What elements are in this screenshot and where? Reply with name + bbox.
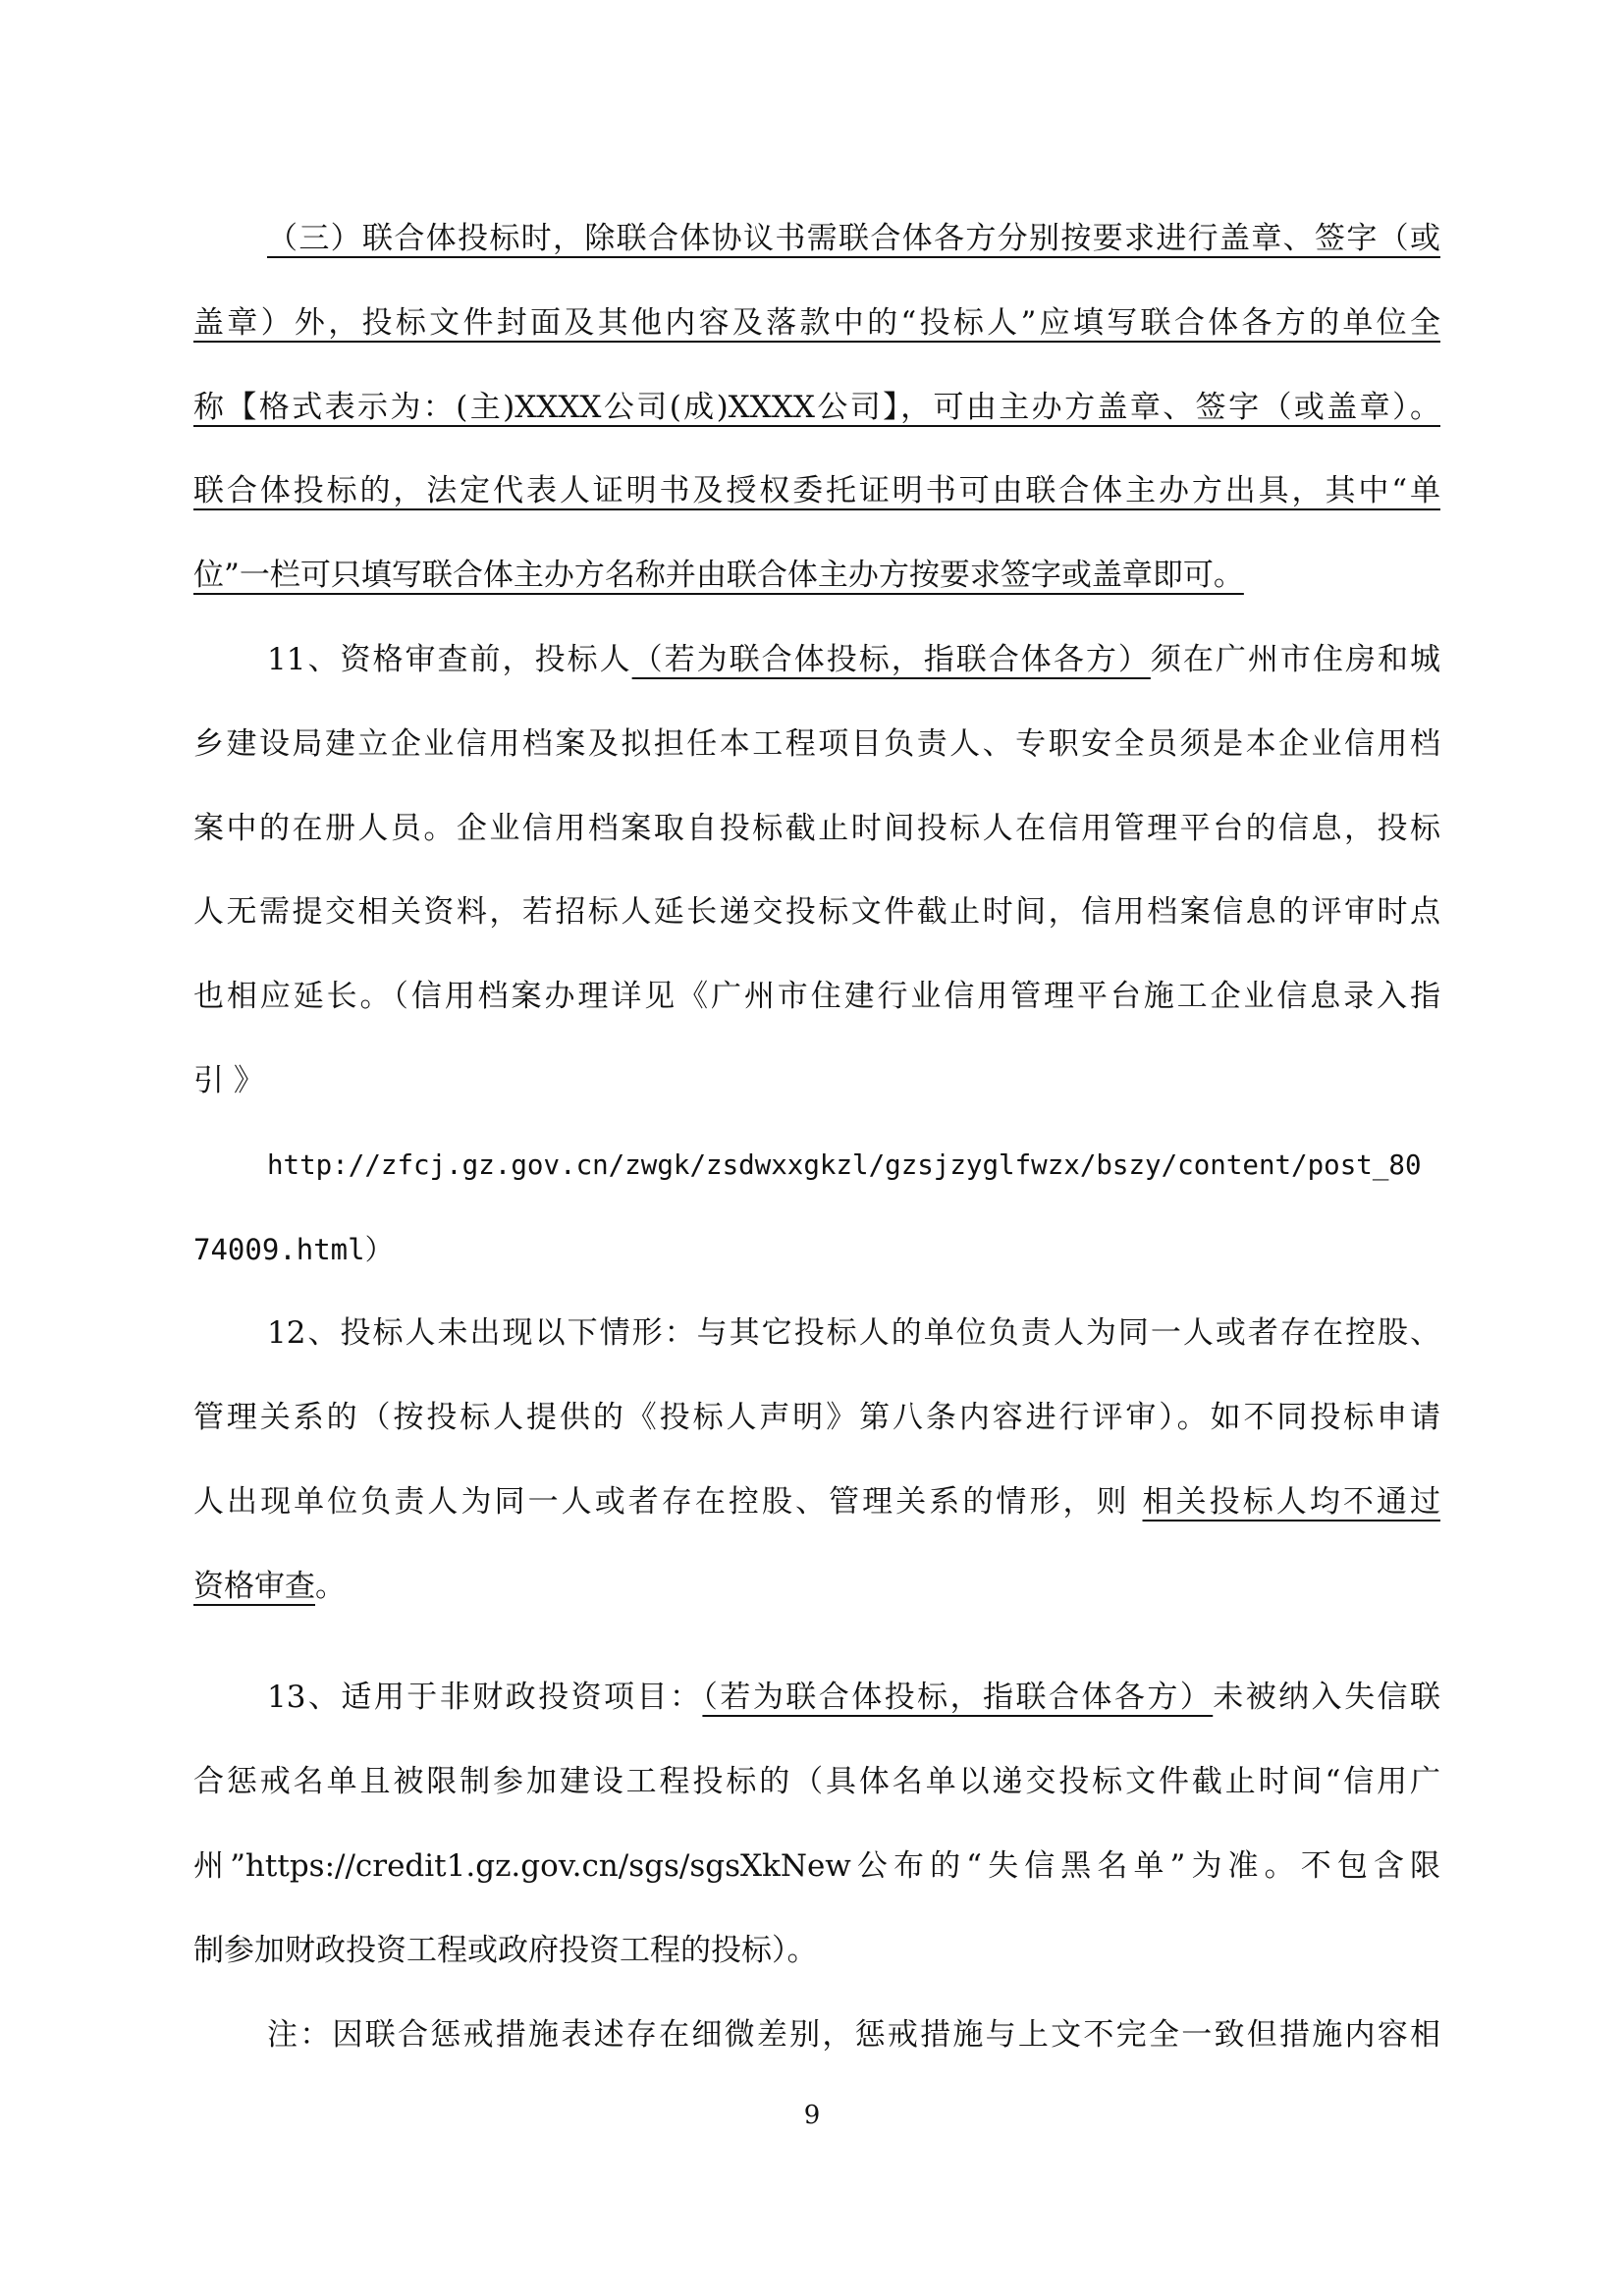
item-11-line-6 (193, 1061, 1440, 1100)
item-12-text: 。 (315, 1569, 346, 1604)
item-13-text: 13、适用于非财政投资项目： (267, 1680, 703, 1715)
credit-guide-url: http://zfcj.gz.gov.cn/zwgk/zsdwxxgkzl/gzsjzyglfwzx/bszy/content/post_80 (267, 1149, 1422, 1181)
item-13-underlined-text: （若为联合体投标，指联合体各方） (702, 1680, 1214, 1715)
item-11-text: 案中的在册人员。企业信用档案取自投标截止时间投标人在信用管理平台的信息，投标 (193, 811, 1440, 846)
item-12-text: 管理关系的（按投标人提供的《投标人声明》第八条内容进行评审）。如不同投标申请 (193, 1400, 1440, 1435)
item-12-underlined-text: 资格审查 (193, 1569, 315, 1604)
page-number: 9 (803, 2101, 821, 2130)
item-13-text: 州”https://credit1.gz.gov.cn/sgs/sgsXkNew公布的“失信黑名单”为准。不包含限 (193, 1848, 1440, 1884)
item-13-line-3 (193, 1846, 1440, 1886)
item-12-line-2 (193, 1398, 1440, 1437)
clause-3-line-5 (193, 556, 1440, 595)
clause-3-text: 位”一栏可只填写联合体主办方名称并由联合体主办方按要求签字或盖章即可。 (193, 558, 1244, 593)
item-11-line-3 (193, 809, 1440, 848)
note-text: 注：因联合惩戒措施表述存在细微差别，惩戒措施与上文不完全一致但措施内容相 (267, 2017, 1440, 2053)
item-11-text: 须在广州市住房和城 (1150, 642, 1440, 677)
clause-3-line-4 (193, 471, 1440, 510)
item-11-line-4 (193, 892, 1440, 932)
item-13-text: 合惩戒名单且被限制参加建设工程投标的（具体名单以递交投标文件截止时间“信用广 (193, 1764, 1440, 1799)
item-13-text: 未被纳入失信联 (1213, 1680, 1441, 1715)
item-12-line-4 (193, 1567, 1440, 1606)
item-11-line-1 (267, 640, 1440, 679)
item-11-url-line-1 (267, 1146, 1440, 1185)
item-12-text: 12、投标人未出现以下情形：与其它投标人的单位负责人为同一人或者存在控股、 (267, 1315, 1440, 1351)
item-12-line-1 (267, 1313, 1440, 1353)
clause-3-line-2 (193, 303, 1440, 343)
item-11-url-line-2 (193, 1230, 1440, 1269)
credit-guide-url: 74009.html） (193, 1233, 394, 1266)
item-11-underlined-text: （若为联合体投标，指联合体各方） (631, 642, 1151, 677)
item-11-text: 11、资格审查前，投标人 (267, 642, 632, 677)
item-13-line-4 (193, 1931, 1440, 1970)
clause-3-text: 联合体投标的，法定代表人证明书及授权委托证明书可由联合体主办方出具，其中“单 (193, 473, 1440, 508)
clause-3-line-3 (193, 388, 1440, 427)
item-11-line-2 (193, 724, 1440, 764)
note-line-1 (267, 2015, 1440, 2055)
clause-3-text: 盖章）外，投标文件封面及其他内容及落款中的“投标人”应填写联合体各方的单位全 (193, 305, 1440, 341)
item-11-text: 也相应延长。（信用档案办理详见《广州市住建行业信用管理平台施工企业信息录入指 (193, 979, 1440, 1014)
item-13-text: 制参加财政投资工程或政府投资工程的投标）。 (193, 1933, 818, 1968)
item-13-line-1 (267, 1678, 1440, 1717)
item-12-text: 人出现单位负责人为同一人或者存在控股、管理关系的情形，则 (193, 1484, 1143, 1520)
item-11-line-5 (193, 977, 1440, 1016)
item-12-underlined-text: 相关投标人均不通过 (1142, 1484, 1440, 1520)
item-11-text: 引 》 (193, 1063, 264, 1098)
item-12-line-3 (193, 1482, 1440, 1522)
item-11-text: 乡建设局建立企业信用档案及拟担任本工程项目负责人、专职安全员须是本企业信用档 (193, 726, 1440, 762)
clause-3-text: （三）联合体投标时，除联合体协议书需联合体各方分别按要求进行盖章、签字（或 (267, 221, 1440, 256)
clause-3-line-1 (267, 219, 1440, 258)
item-13-line-2 (193, 1762, 1440, 1801)
clause-3-text: 称【格式表示为：(主)XXXX公司(成)XXXX公司】，可由主办方盖章、签字（或盖章）。 (193, 390, 1440, 425)
item-11-text: 人无需提交相关资料，若招标人延长递交投标文件截止时间，信用档案信息的评审时点 (193, 894, 1440, 930)
